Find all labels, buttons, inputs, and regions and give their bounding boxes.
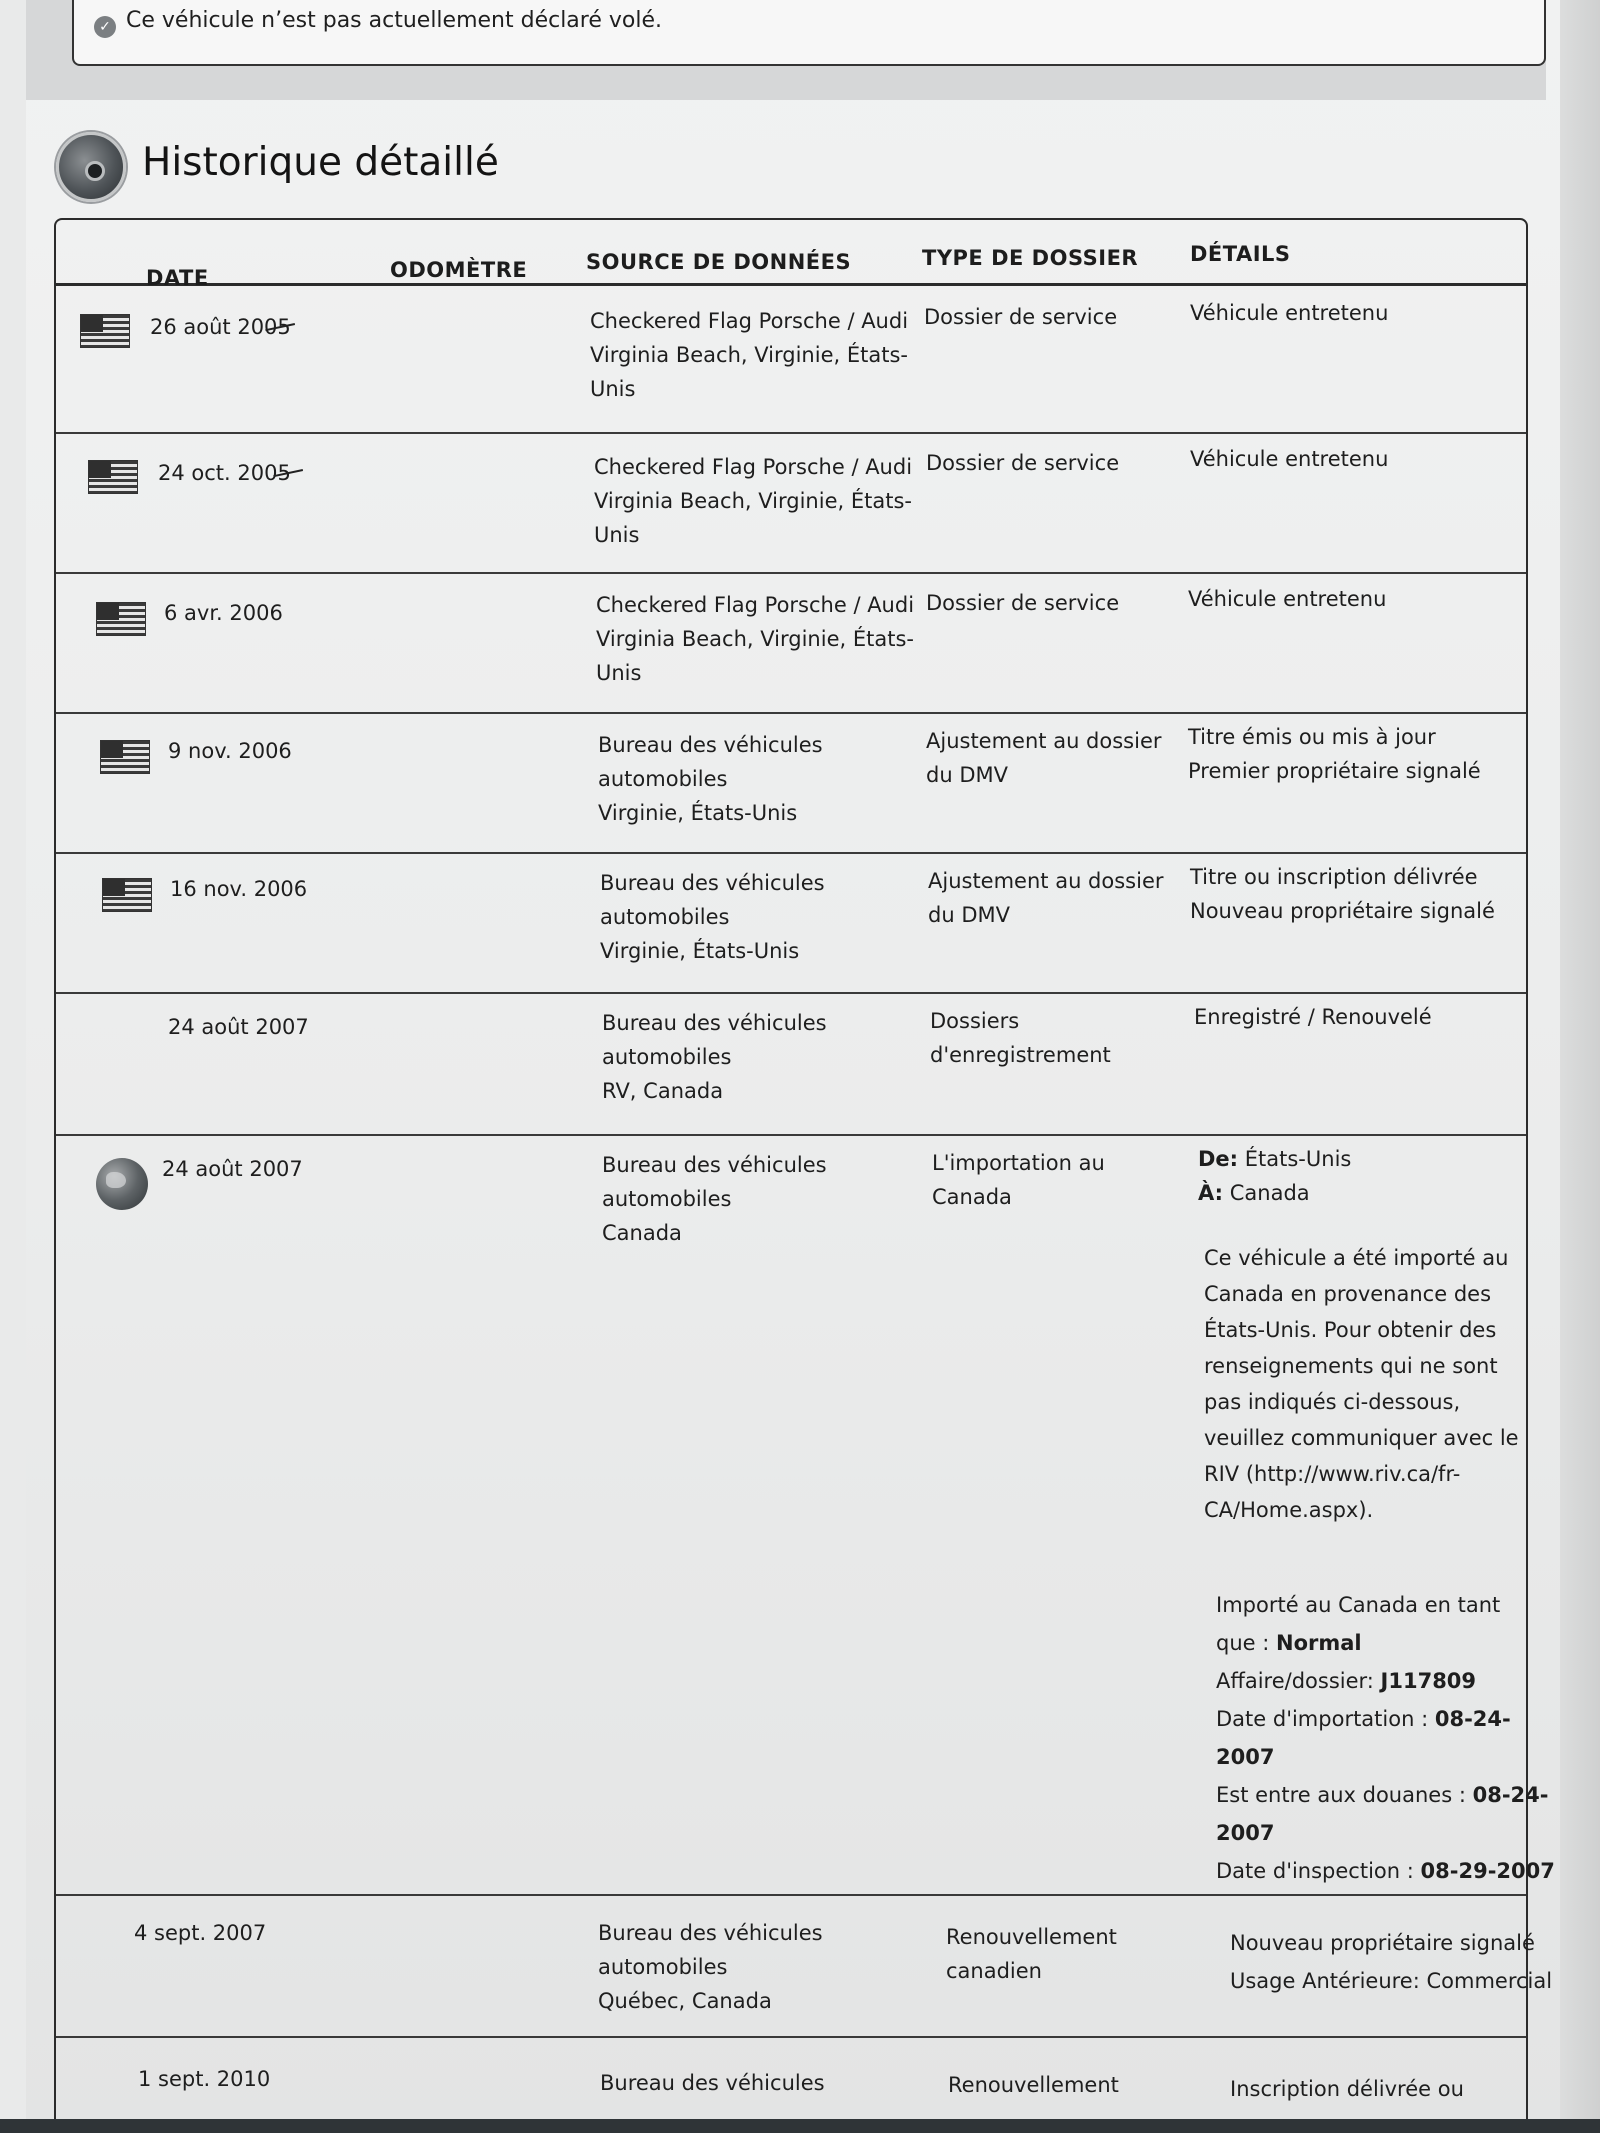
row-source: Bureau des véhicules [600,2071,825,2095]
row-details: Titre ou inscription délivrée Nouveau propriétaire signalé [1190,865,1495,923]
us-flag-icon [88,460,138,494]
header-odometer: ODOMÈTRE [390,258,528,282]
row-date: 24 oct. 2005 [158,461,291,485]
globe-icon [96,1158,148,1210]
us-flag-icon [100,740,150,774]
row-source: Checkered Flag Porsche / Audi Virginia Beach, Virginie, États- Unis [590,309,909,401]
table-row [56,286,1526,434]
stolen-status-text: Ce véhicule n’est pas actuellement déclaré volé. [126,8,663,33]
row-source: Bureau des véhicules automobiles Canada [602,1153,827,1245]
header-source: SOURCE DE DONNÉES [586,250,852,274]
import-details: Importé au Canada en tant que : Normal Affaire/dossier: J117809 Date d'importation : 08-24- 2007 Est entre aux douanes : 08-24- 2007 Date d'inspection : 08-29-2007 [1216,1593,1555,1883]
row-date: 16 nov. 2006 [170,877,308,901]
paper-edge [1560,0,1600,2133]
us-flag-icon [96,602,146,636]
row-record-type: L'importation au Canada [932,1151,1105,1209]
stolen-status-card [72,0,1546,66]
row-details: Inscription délivrée ou [1230,2077,1464,2101]
row-source: Bureau des véhicules automobiles RV, Canada [602,1011,827,1103]
check-icon: ✓ [94,16,116,38]
row-record-type: Renouvellement canadien [946,1925,1117,1983]
row-source: Bureau des véhicules automobiles Québec, Canada [598,1921,823,2013]
bottom-edge [0,2119,1600,2133]
history-table [54,218,1555,2133]
row-source: Checkered Flag Porsche / Audi Virginia Beach, Virginie, États- Unis [594,455,913,547]
table-header [56,220,1526,290]
table-row [56,854,1526,994]
row-record-type: Dossier de service [926,451,1120,475]
row-record-type: Dossier de service [926,591,1120,615]
row-record-type: Ajustement au dossier du DMV [928,869,1164,927]
row-record-type: Dossiers d'enregistrement [930,1009,1111,1067]
odometer-dial-icon [56,132,126,202]
us-flag-icon [102,878,152,912]
row-details: Véhicule entretenu [1188,587,1387,611]
table-row [56,1896,1553,2038]
row-record-type: Renouvellement [948,2073,1119,2097]
row-record-type: Ajustement au dossier du DMV [926,729,1162,787]
status-bar [26,0,1546,100]
header-record-type: TYPE DE DOSSIER [922,246,1139,270]
row-details: Nouveau propriétaire signalé Usage Antérieure: Commercial [1230,1931,1553,1993]
row-details: Enregistré / Renouvelé [1194,1005,1432,1029]
page-title: Historique détaillé [142,140,499,185]
table-row [56,434,1526,574]
row-date: 1 sept. 2010 [138,2067,271,2091]
row-date: 6 avr. 2006 [164,601,283,625]
header-details: DÉTAILS [1190,242,1291,266]
us-flag-icon [80,314,130,348]
table-row [56,994,1526,1136]
import-notice: Ce véhicule a été importé au Canada en provenance des États-Unis. Pour obtenir des renseignements qui ne sont pas indiqués ci-dessous, veuillez communiquer avec le RIV (http://www.riv.ca/fr- CA/Home.aspx). [1204,1246,1519,1522]
row-date: 4 sept. 2007 [134,1921,267,1945]
table-row [56,1136,1555,1896]
table-row [56,714,1526,854]
row-details: Véhicule entretenu [1190,447,1389,471]
import-from-to: De: États-Unis À: Canada [1198,1147,1352,1205]
row-date: 24 août 2007 [168,1015,309,1039]
table-row [56,574,1526,714]
row-date: 24 août 2007 [162,1157,303,1181]
row-record-type: Dossier de service [924,305,1118,329]
row-details: Titre émis ou mis à jour Premier propriétaire signalé [1188,725,1481,783]
header-date: DATE [146,266,209,290]
row-source: Bureau des véhicules automobiles Virginie, États-Unis [600,871,825,963]
row-date: 9 nov. 2006 [168,739,292,763]
row-date: 26 août 2005 [150,315,291,339]
row-source: Checkered Flag Porsche / Audi Virginia Beach, Virginie, États- Unis [596,593,915,685]
row-details: Véhicule entretenu [1190,301,1389,325]
row-source: Bureau des véhicules automobiles Virginie, États-Unis [598,733,823,825]
